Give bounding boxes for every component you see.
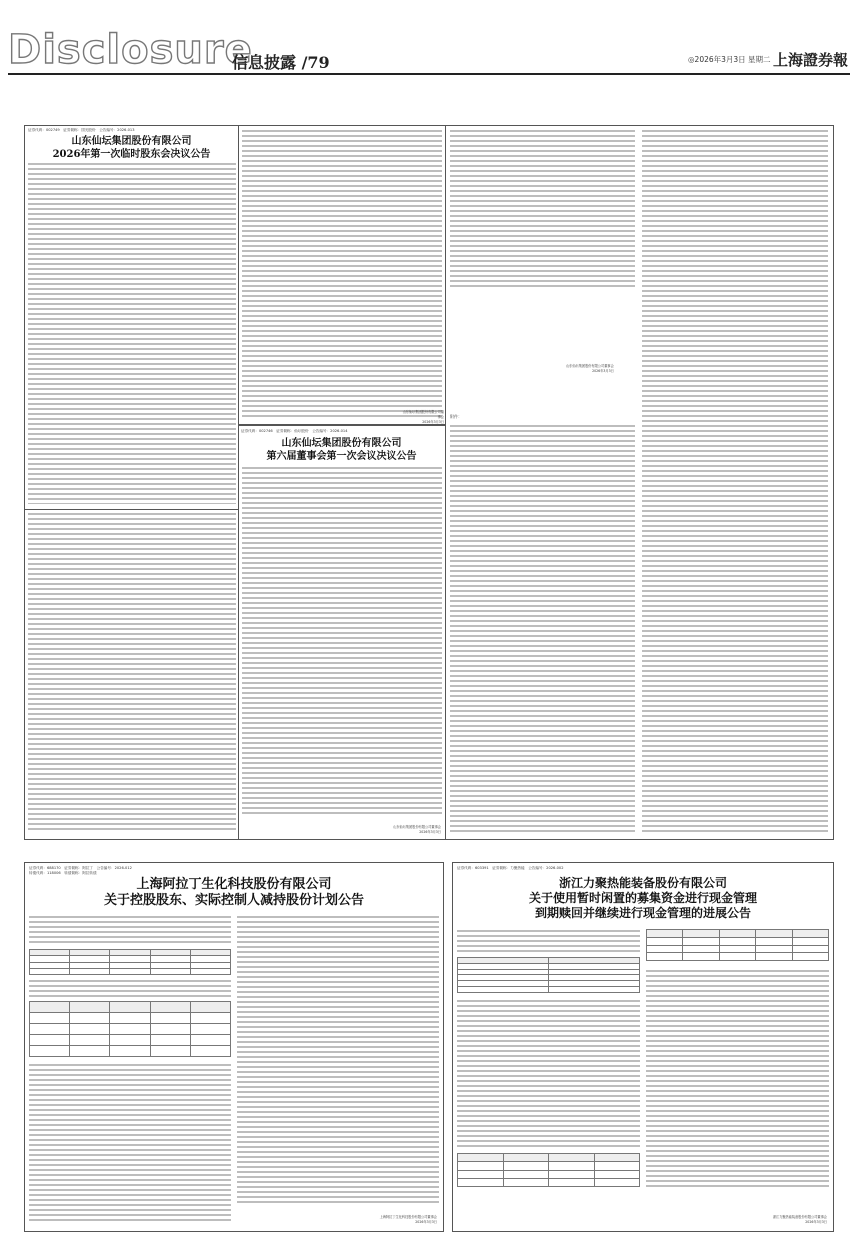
product-table [457, 957, 640, 993]
body-text [242, 466, 442, 816]
announcement-shareholder-meeting [24, 125, 239, 510]
body-text [457, 929, 640, 1227]
announcement-title: 2026年第一次临时股东会决议公告 [52, 148, 211, 160]
shareholding-table [29, 949, 231, 975]
announcement-title: 第六届董事会第一次会议决议公告 [266, 450, 417, 462]
stock-code-line: 证券代码：603391 证券简称：力聚热能 公告编号：2026-002 [457, 866, 564, 870]
product-detail-table [646, 929, 829, 961]
issue-date: ◎2026年3月3日 星期二 [688, 55, 771, 64]
announcement-cash-management [452, 862, 834, 1232]
body-text [29, 915, 231, 1225]
stock-code-line: 证券代码：002749 证券简称：国光股份 公告编号：2026-013 [28, 128, 135, 132]
body-text [242, 129, 442, 419]
body-text [450, 129, 635, 289]
signature-text: 山东仙坛集团股份有限公司董事会 2026年3月3日 [402, 410, 444, 424]
masthead [0, 0, 857, 82]
masthead-rule [8, 73, 850, 75]
company-name: 上海阿拉丁生化科技股份有限公司 [136, 877, 332, 892]
company-name: 山东仙坛集团股份有限公司 [281, 438, 402, 449]
newspaper-brand: 上海證券報 [773, 51, 849, 69]
body-text [646, 929, 829, 1227]
announcement-1-continuation [238, 125, 446, 425]
body-text [28, 162, 236, 504]
announcement-title: 关于控股股东、实际控制人减持股份计划公告 [103, 892, 364, 908]
company-name: 浙江力聚热能装备股份有限公司 [558, 876, 727, 890]
attachment-label: 附件： [450, 414, 462, 419]
body-text [28, 512, 236, 832]
signature-text: 山东仙坛集团股份有限公司董事会 2026年3月3日 [566, 364, 614, 373]
company-name: 山东仙坛集团股份有限公司 [71, 136, 192, 147]
announcement-title-line-1: 关于使用暂时闲置的募集资金进行现金管理 [528, 890, 757, 905]
announcement-title-line-2: 到期赎回并继续进行现金管理的进展公告 [534, 905, 751, 920]
signature-text: 山东仙坛集团股份有限公司董事会 2026年3月3日 [393, 825, 441, 834]
announcement-board-resolution [238, 425, 446, 840]
body-text [237, 915, 439, 1205]
disclosure-wordmark: Disclosure [8, 27, 253, 73]
reduction-plan-table [29, 1001, 231, 1057]
signature-block [400, 410, 444, 425]
announcement-attachment [446, 125, 834, 840]
body-text [642, 129, 828, 834]
signature-text: 浙江力聚热能装备股份有限公司董事会 2026年3月3日 [772, 1215, 827, 1224]
signature-text: 上海阿拉丁生化科技股份有限公司董事会 2026年3月3日 [379, 1215, 437, 1224]
announcement-continuation [24, 510, 239, 840]
cash-management-table [457, 1153, 640, 1187]
stock-code-line: 证券代码：002746 证券简称：仙坛股份 公告编号：2026-014 [241, 429, 348, 433]
announcement-share-reduction [24, 862, 444, 1232]
section-title: 信息披露 /79 [232, 53, 330, 72]
stock-code-line: 证券代码：688170 证券简称：阿拉丁 公告编号：2026-012 转债代码：118006 转债简称：阿拉转债 [29, 866, 132, 875]
body-text [450, 424, 635, 834]
